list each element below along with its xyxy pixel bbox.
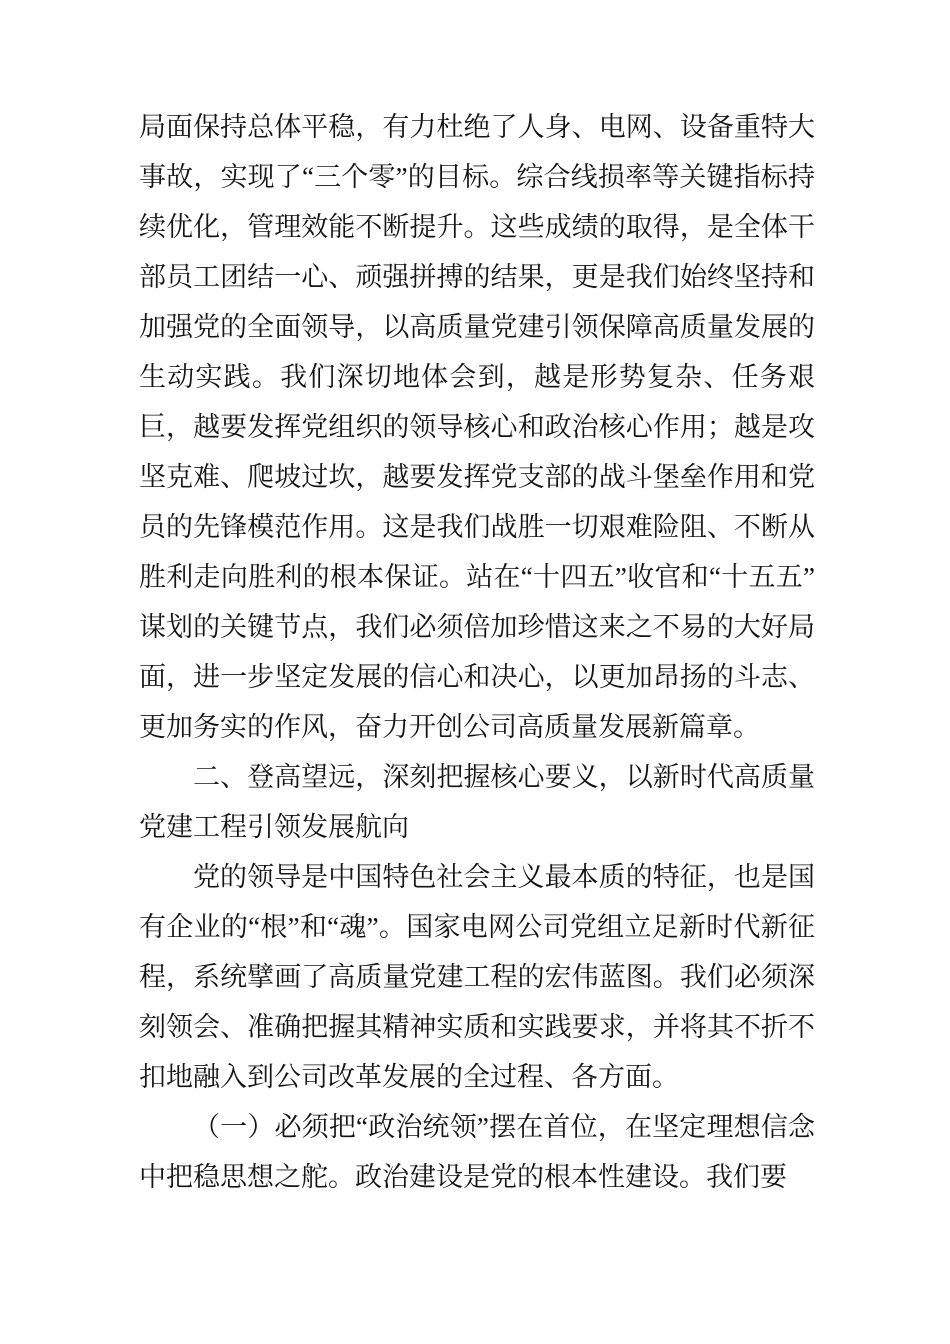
section-heading: 二、登高望远，深刻把握核心要义，以新时代高质量党建工程引领发展航向 xyxy=(139,762,815,842)
paragraph: 党的领导是中国特色社会主义最本质的特征，也是国有企业的“根”和“魂”。国家电网公司党组立足新时代新征程，系统擘画了高质量党建工程的宏伟蓝图。我们必须深刻领会、准确把握其精神实质和实践要求，并将其不折不扣地融入到公司改革发展的全过程、各方面。 xyxy=(139,862,815,1092)
subsection-paragraph: （一）必须把“政治统领”摆在首位，在坚定理想信念中把稳思想之舵。政治建设是党的根本性建设。我们要 xyxy=(139,1112,815,1192)
document-body-text xyxy=(139,102,815,1202)
paragraph-continuation: 局面保持总体平稳，有力杜绝了人身、电网、设备重特大事故，实现了“三个零”的目标。综合线损率等关键指标持续优化，管理效能不断提升。这些成绩的取得，是全体干部员工团结一心、顽强拼搏的结果，更是我们始终坚持和加强党的全面领导，以高质量党建引领保障高质量发展的生动实践。我们深切地体会到，越是形势复杂、任务艰巨，越要发挥党组织的领导核心和政治核心作用；越是攻坚克难、爬坡过坎，越要发挥党支部的战斗堡垒作用和党员的先锋模范作用。这是我们战胜一切艰难险阻、不断从胜利走向胜利的根本保证。站在“十四五”收官和“十五五”谋划的关键节点，我们必须倍加珍惜这来之不易的大好局面，进一步坚定发展的信心和决心，以更加昂扬的斗志、更加务实的作风，奋力开创公司高质量发展新篇章。 xyxy=(139,112,815,742)
